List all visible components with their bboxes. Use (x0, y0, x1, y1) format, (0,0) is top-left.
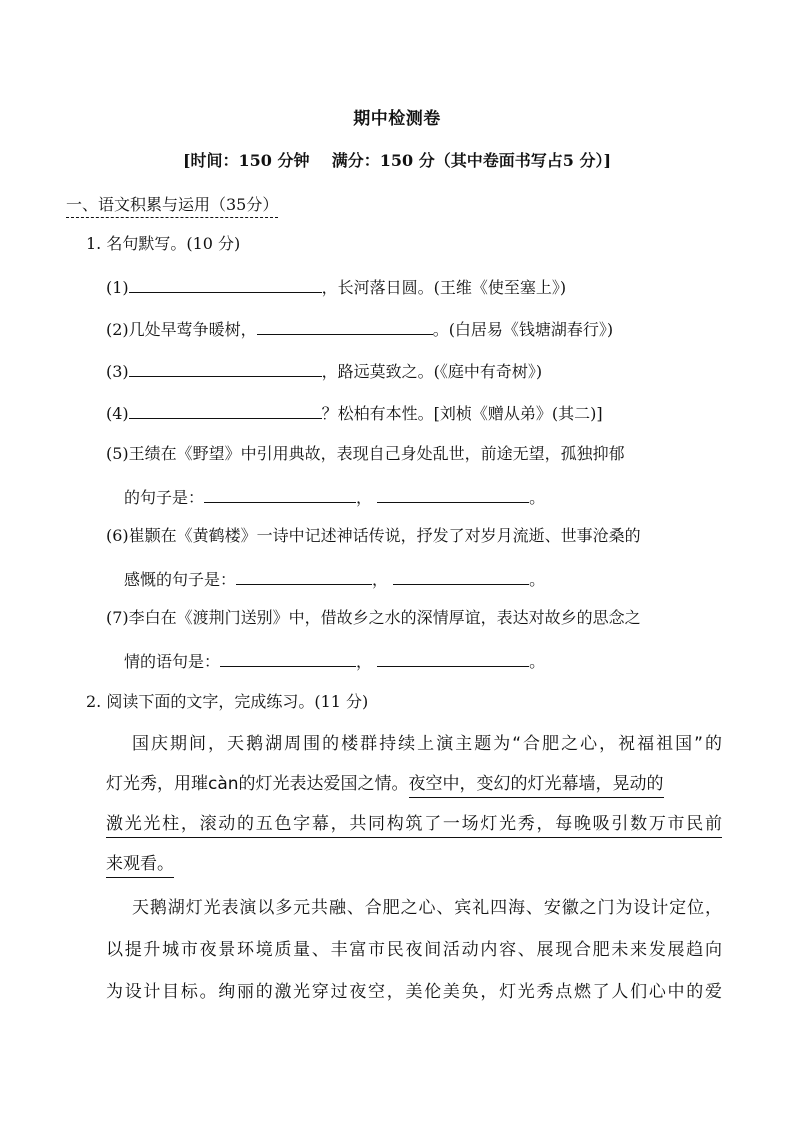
item-number: (1) (106, 278, 129, 297)
item-number: (2) (106, 320, 129, 339)
underlined-sentence: 激光光柱，滚动的五色字幕，共同构筑了一场灯光秀，每晚吸引数万市民前 (106, 814, 722, 838)
item-number: (5) (106, 444, 129, 463)
item-text: 的句子是： (124, 488, 205, 507)
item-text: 王绩在《野望》中引用典故，表现自己身处乱世，前途无望，孤独抑郁 (128, 444, 625, 463)
q1-item-7-line1 (106, 608, 722, 628)
item-text: 几处早莺争暖树， (128, 320, 257, 339)
q1-item-5-line2 (124, 486, 545, 508)
answer-blank[interactable] (257, 318, 433, 335)
q1-item-6-line2 (124, 568, 545, 590)
item-text: 。 (529, 570, 546, 589)
item-text: 情的语句是： (124, 652, 221, 671)
item-text: ， (356, 488, 373, 507)
passage-1-line-1: 国庆期间，天鹅湖周围的楼群持续上演主题为“合肥之心，祝福祖国”的 (132, 734, 722, 754)
answer-blank[interactable] (236, 568, 372, 585)
item-text: ，路远莫致之。(《庭中有奇树》) (321, 362, 543, 381)
underlined-sentence: 来观看。 (106, 854, 174, 878)
question-1-heading: 1. 名句默写。(10 分) (86, 234, 241, 253)
answer-blank[interactable] (393, 568, 529, 585)
item-text: 。 (529, 652, 546, 671)
answer-blank[interactable] (220, 650, 356, 667)
item-text: 李白在《渡荆门送别》中，借故乡之水的深情厚谊，表达对故乡的思念之 (128, 608, 641, 627)
answer-blank[interactable] (204, 486, 356, 503)
item-text: ， (356, 652, 373, 671)
q1-item-2 (106, 318, 613, 340)
item-text: ，长河落日圆。(王维《使至塞上》) (321, 278, 567, 297)
item-number: (7) (106, 608, 129, 627)
item-text: ， (372, 570, 389, 589)
item-number: (4) (106, 404, 129, 423)
item-text: 。(白居易《钱塘湖春行》) (432, 320, 614, 339)
page-title: 期中检测卷 (353, 109, 441, 129)
q1-item-3 (106, 360, 542, 382)
item-number: (6) (106, 526, 129, 545)
passage-1-line-3 (106, 814, 722, 834)
item-text: ？松柏有本性。[刘桢《赠从弟》(其二)] (321, 404, 603, 423)
passage-2-line-2: 以提升城市夜景环境质量、丰富市民夜间活动内容、展现合肥未来发展趋向 (106, 940, 722, 960)
q1-item-6-line1 (106, 526, 722, 546)
item-text: 。 (529, 488, 546, 507)
item-text: 崔颢在《黄鹤楼》一诗中记述神话传说，抒发了对岁月流逝、世事沧桑的 (128, 526, 641, 545)
q1-item-7-line2 (124, 650, 545, 672)
q1-item-4 (106, 402, 603, 424)
item-text: 感慨的句子是： (124, 570, 237, 589)
item-number: (3) (106, 362, 129, 381)
answer-blank[interactable] (377, 650, 529, 667)
answer-blank[interactable] (129, 276, 322, 293)
passage-text: 灯光秀，用璀càn的灯光表达爱国之情。 (106, 774, 409, 794)
answer-blank[interactable] (129, 402, 322, 419)
q1-item-5-line1 (106, 444, 722, 464)
question-2-heading: 2. 阅读下面的文字，完成练习。(11 分) (86, 692, 369, 711)
passage-2-line-1: 天鹅湖灯光表演以多元共融、合肥之心、宾礼四海、安徽之门为设计定位， (132, 898, 722, 918)
section-heading: 一、语文积累与运用（35分） (66, 192, 278, 218)
answer-blank[interactable] (377, 486, 529, 503)
exam-info: [时间：150 分钟 满分：150 分（其中卷面书写占5 分）] (182, 151, 612, 170)
passage-2-line-3: 为设计目标。绚丽的激光穿过夜空，美伦美奂，灯光秀点燃了人们心中的爱 (106, 982, 722, 1002)
underlined-sentence: 夜空中，变幻的灯光幕墙，晃动的 (409, 774, 664, 798)
passage-1-line-2 (106, 774, 722, 794)
q1-item-1 (106, 276, 566, 298)
answer-blank[interactable] (129, 360, 322, 377)
passage-1-line-4 (106, 854, 722, 874)
